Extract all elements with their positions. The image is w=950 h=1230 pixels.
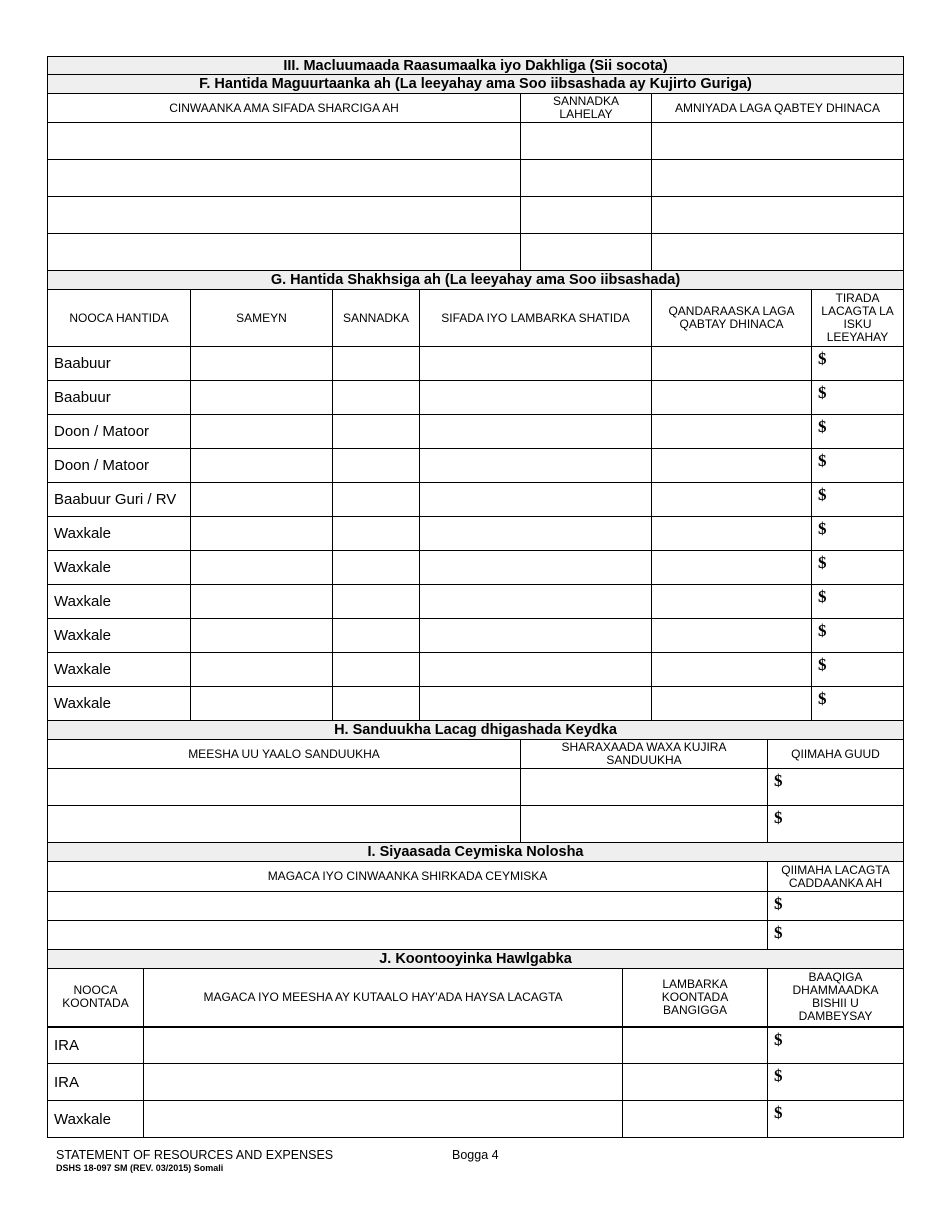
g-amount-input[interactable]: $ xyxy=(812,653,904,687)
j-balance-input[interactable]: $ xyxy=(768,1027,904,1064)
section-g-title: G. Hantida Shakhsiga ah (La leeyahay ama Soo iibsashada) xyxy=(48,271,904,290)
i-header-company: MAGACA IYO CINWAANKA SHIRKADA CEYMISKA xyxy=(48,862,768,892)
g-description-input[interactable] xyxy=(420,653,652,687)
g-description-input[interactable] xyxy=(420,619,652,653)
g-amount-input[interactable]: $ xyxy=(812,415,904,449)
g-contract-input[interactable] xyxy=(652,585,812,619)
g-row-type: Waxkale xyxy=(48,517,191,551)
j-institution-input[interactable] xyxy=(144,1027,623,1064)
section-h-table xyxy=(47,720,904,843)
g-description-input[interactable] xyxy=(420,415,652,449)
g-description-input[interactable] xyxy=(420,347,652,381)
g-year-input[interactable] xyxy=(333,619,420,653)
g-make-input[interactable] xyxy=(191,483,333,517)
g-row-type: Baabuur xyxy=(48,347,191,381)
g-year-input[interactable] xyxy=(333,449,420,483)
h-value-input[interactable]: $ xyxy=(768,769,904,806)
g-make-input[interactable] xyxy=(191,517,333,551)
g-contract-input[interactable] xyxy=(652,449,812,483)
g-amount-input[interactable]: $ xyxy=(812,585,904,619)
g-description-input[interactable] xyxy=(420,517,652,551)
j-balance-input[interactable]: $ xyxy=(768,1064,904,1101)
g-description-input[interactable] xyxy=(420,551,652,585)
i-cash-value-input[interactable]: $ xyxy=(768,892,904,921)
j-header-type: NOOCA KOONTADA xyxy=(48,969,144,1027)
g-amount-input[interactable]: $ xyxy=(812,483,904,517)
page-number: Bogga 4 xyxy=(452,1148,499,1162)
g-contract-input[interactable] xyxy=(652,381,812,415)
h-header-contents: SHARAXAADA WAXA KUJIRA SANDUUKHA xyxy=(521,740,768,769)
g-make-input[interactable] xyxy=(191,415,333,449)
g-header-description: SIFADA IYO LAMBARKA SHATIDA xyxy=(420,290,652,347)
h-contents-input[interactable] xyxy=(521,806,768,843)
i-company-input[interactable] xyxy=(48,892,768,921)
f-address-input[interactable] xyxy=(48,197,521,234)
j-account-input[interactable] xyxy=(623,1027,768,1064)
g-contract-input[interactable] xyxy=(652,415,812,449)
f-address-input[interactable] xyxy=(48,160,521,197)
g-description-input[interactable] xyxy=(420,585,652,619)
g-year-input[interactable] xyxy=(333,687,420,721)
g-description-input[interactable] xyxy=(420,449,652,483)
form-code: DSHS 18-097 SM (REV. 03/2015) Somali xyxy=(56,1163,224,1173)
g-make-input[interactable] xyxy=(191,551,333,585)
g-header-make: SAMEYN xyxy=(191,290,333,347)
g-year-input[interactable] xyxy=(333,415,420,449)
g-row-type: Doon / Matoor xyxy=(48,415,191,449)
g-make-input[interactable] xyxy=(191,585,333,619)
g-header-contract: QANDARAASKA LAGA QABTAY DHINACA xyxy=(652,290,812,347)
g-row-type: Doon / Matoor xyxy=(48,449,191,483)
g-contract-input[interactable] xyxy=(652,653,812,687)
g-year-input[interactable] xyxy=(333,585,420,619)
g-amount-input[interactable]: $ xyxy=(812,551,904,585)
g-contract-input[interactable] xyxy=(652,483,812,517)
j-account-input[interactable] xyxy=(623,1101,768,1138)
g-contract-input[interactable] xyxy=(652,619,812,653)
g-amount-input[interactable]: $ xyxy=(812,449,904,483)
i-company-input[interactable] xyxy=(48,921,768,950)
section-h-title: H. Sanduukha Lacag dhigashada Keydka xyxy=(48,721,904,740)
g-amount-input[interactable]: $ xyxy=(812,381,904,415)
f-lien-input[interactable] xyxy=(652,234,904,271)
g-amount-input[interactable]: $ xyxy=(812,687,904,721)
g-header-year: SANNADKA xyxy=(333,290,420,347)
g-row-type: Waxkale xyxy=(48,687,191,721)
section-j-title: J. Koontooyinka Hawlgabka xyxy=(48,950,904,969)
footer xyxy=(56,1148,333,1173)
f-header-year: SANNADKA LAHELAY xyxy=(521,94,652,123)
section-i-title: I. Siyaasada Ceymiska Nolosha xyxy=(48,843,904,862)
f-year-input[interactable] xyxy=(521,160,652,197)
f-year-input[interactable] xyxy=(521,234,652,271)
g-row-type: Waxkale xyxy=(48,619,191,653)
f-lien-input[interactable] xyxy=(652,160,904,197)
j-balance-input[interactable]: $ xyxy=(768,1101,904,1138)
f-year-input[interactable] xyxy=(521,197,652,234)
g-row-type: Baabuur xyxy=(48,381,191,415)
g-description-input[interactable] xyxy=(420,381,652,415)
g-header-amount: TIRADA LACAGTA LA ISKU LEEYAHAY xyxy=(812,290,904,347)
g-contract-input[interactable] xyxy=(652,517,812,551)
g-amount-input[interactable]: $ xyxy=(812,619,904,653)
i-header-cash-value: QIIMAHA LACAGTA CADDAANKA AH xyxy=(768,862,904,892)
g-description-input[interactable] xyxy=(420,687,652,721)
f-header-address: CINWAANKA AMA SIFADA SHARCIGA AH xyxy=(48,94,521,123)
g-header-type: NOOCA HANTIDA xyxy=(48,290,191,347)
section-f-title: F. Hantida Maguurtaanka ah (La leeyahay ama Soo iibsashada ay Kujirto Guriga) xyxy=(48,75,904,94)
f-address-input[interactable] xyxy=(48,234,521,271)
g-contract-input[interactable] xyxy=(652,347,812,381)
f-lien-input[interactable] xyxy=(652,197,904,234)
g-row-type: Waxkale xyxy=(48,551,191,585)
j-header-institution: MAGACA IYO MEESHA AY KUTAALO HAY'ADA HAYSA LACAGTA xyxy=(144,969,623,1027)
g-make-input[interactable] xyxy=(191,449,333,483)
j-row-type: IRA xyxy=(48,1064,144,1101)
section-j-table xyxy=(47,949,904,1138)
g-year-input[interactable] xyxy=(333,347,420,381)
h-value-input[interactable]: $ xyxy=(768,806,904,843)
f-address-input[interactable] xyxy=(48,123,521,160)
g-make-input[interactable] xyxy=(191,687,333,721)
h-contents-input[interactable] xyxy=(521,769,768,806)
g-row-type: Waxkale xyxy=(48,653,191,687)
g-year-input[interactable] xyxy=(333,551,420,585)
h-location-input[interactable] xyxy=(48,769,521,806)
g-contract-input[interactable] xyxy=(652,551,812,585)
g-year-input[interactable] xyxy=(333,483,420,517)
footer-title: STATEMENT OF RESOURCES AND EXPENSES xyxy=(56,1148,334,1162)
resources-form xyxy=(47,56,903,1138)
g-year-input[interactable] xyxy=(333,517,420,551)
i-cash-value-input[interactable]: $ xyxy=(768,921,904,950)
g-make-input[interactable] xyxy=(191,653,333,687)
g-row-type: Baabuur Guri / RV xyxy=(48,483,191,517)
j-row-type: IRA xyxy=(48,1027,144,1064)
g-make-input[interactable] xyxy=(191,381,333,415)
f-header-lien: AMNIYADA LAGA QABTEY DHINACA xyxy=(652,94,904,123)
f-lien-input[interactable] xyxy=(652,123,904,160)
j-institution-input[interactable] xyxy=(144,1101,623,1138)
f-year-input[interactable] xyxy=(521,123,652,160)
section-g-table xyxy=(47,270,904,721)
section-f-table xyxy=(47,56,904,271)
section-title: III. Macluumaada Raasumaalka iyo Dakhliga (Sii socota) xyxy=(48,57,904,75)
h-header-location: MEESHA UU YAALO SANDUUKHA xyxy=(48,740,521,769)
j-account-input[interactable] xyxy=(623,1064,768,1101)
section-i-table xyxy=(47,842,904,950)
g-amount-input[interactable]: $ xyxy=(812,347,904,381)
j-header-balance: BAAQIGA DHAMMAADKA BISHII U DAMBEYSAY xyxy=(768,969,904,1027)
g-year-input[interactable] xyxy=(333,653,420,687)
j-header-account-number: LAMBARKA KOONTADA BANGIGGA xyxy=(623,969,768,1027)
g-row-type: Waxkale xyxy=(48,585,191,619)
g-year-input[interactable] xyxy=(333,381,420,415)
g-amount-input[interactable]: $ xyxy=(812,517,904,551)
h-location-input[interactable] xyxy=(48,806,521,843)
j-institution-input[interactable] xyxy=(144,1064,623,1101)
h-header-value: QIIMAHA GUUD xyxy=(768,740,904,769)
g-contract-input[interactable] xyxy=(652,687,812,721)
g-make-input[interactable] xyxy=(191,619,333,653)
g-make-input[interactable] xyxy=(191,347,333,381)
g-description-input[interactable] xyxy=(420,483,652,517)
j-row-type: Waxkale xyxy=(48,1101,144,1138)
